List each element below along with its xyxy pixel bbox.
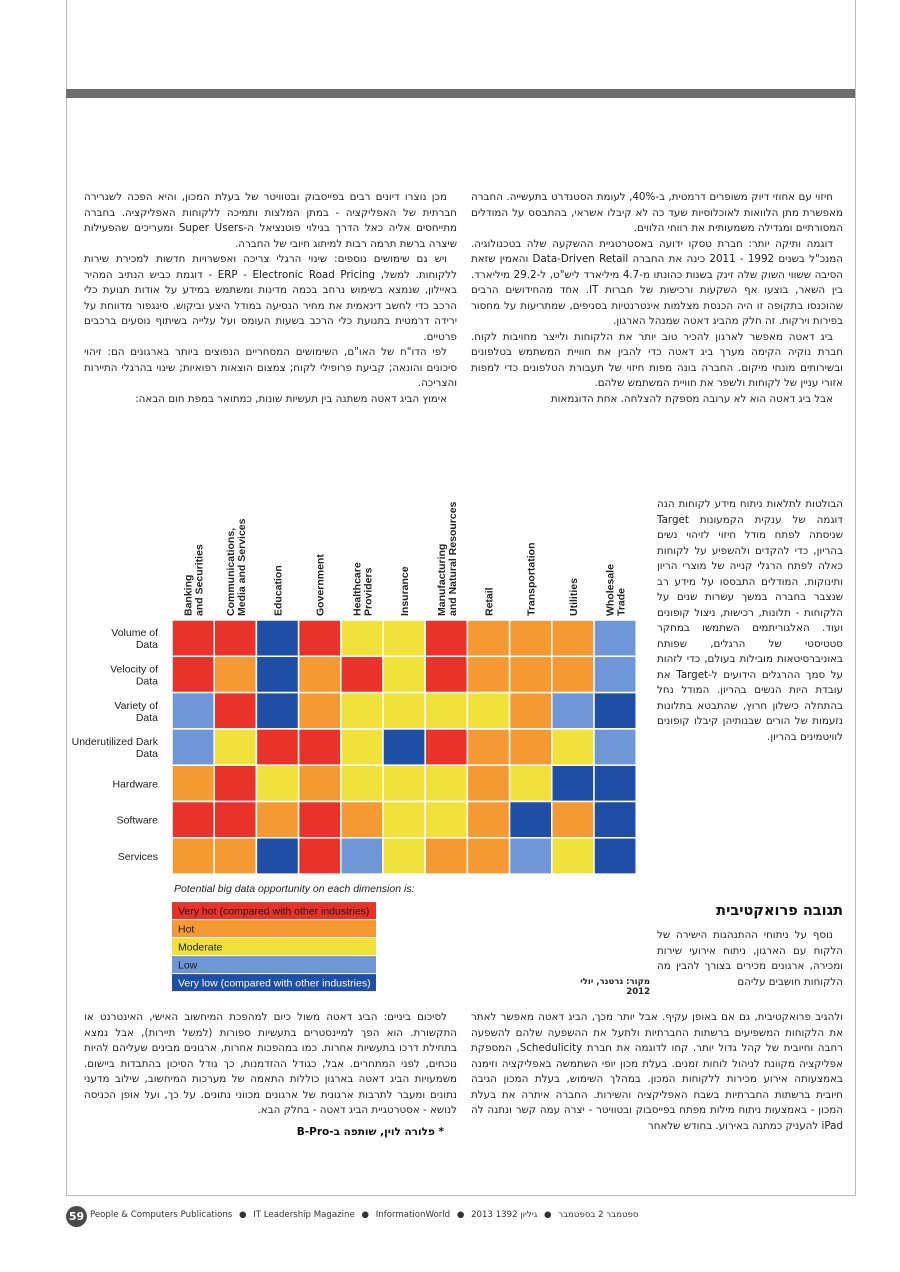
heatmap-cell — [552, 620, 594, 656]
heatmap-cell — [383, 802, 425, 838]
heatmap-cell — [552, 802, 594, 838]
heatmap-cell — [594, 729, 636, 765]
footer-bullet: ● — [361, 1210, 370, 1220]
column-label: and Securities — [193, 544, 206, 616]
heatmap-cell — [383, 765, 425, 801]
column-label: Providers — [362, 567, 375, 616]
heatmap-cell — [341, 765, 383, 801]
heatmap-cell — [594, 656, 636, 692]
row-label: Data — [135, 748, 158, 761]
row-label: Volume of — [111, 627, 158, 640]
heatmap-cell — [172, 693, 214, 729]
column-label: Retail — [483, 587, 496, 616]
footer-item: 2013 ספטמבר 2 בספטמבר — [471, 1210, 639, 1220]
heatmap-cell — [467, 620, 509, 656]
heatmap-cell — [299, 765, 341, 801]
heatmap-cell — [214, 729, 256, 765]
heatmap-cell — [552, 729, 594, 765]
row-label: Data — [135, 639, 158, 652]
legend-label: Low — [178, 959, 198, 972]
footer-item: InformationWorld — [375, 1210, 451, 1220]
paragraph: ויש גם שימושים נוספים: שינוי הרגלי צריכה ואפשרויות חדשות למכירת שירות ללקוחות. למשל, ERP - Electronic Road Pricing - דוגמת כביש הנתיב המהיר באיילון, שנמצא בשימוש נרחב בכמה מדינות ומשתמש במידע על אודות תנועת כלי הרכב כדי לחשב דינאמית את מחיר הנסיעה במודל היצע וביקוש. סינגפור מדווחת על ירידה דרמטית בתנועת כלי הרכב בשעות העומס ועל עלייה בשיתוף נוסעים ברכבים פרטיים. — [84, 253, 457, 343]
heatmap-cell — [172, 729, 214, 765]
legend-swatch — [172, 956, 376, 973]
column-label: Manufacturing — [435, 543, 448, 616]
column-label: Transportation — [525, 542, 538, 616]
heatmap-cell — [467, 838, 509, 874]
heatmap-cell — [256, 802, 298, 838]
heatmap-cell — [341, 693, 383, 729]
heatmap-cell — [510, 620, 552, 656]
legend-swatch — [172, 920, 376, 937]
heatmap-cell — [510, 693, 552, 729]
column-narrow-2 — [657, 928, 843, 1011]
heatmap-cell — [256, 765, 298, 801]
paragraph: ולהגיב פרואקטיבית, גם אם באופן עקיף. אבל יותר מכך, הביג דאטה מאפשר לאתר את הלקוחות המשפיעים ברשתות החברתיות ולתעל את ההשפעה שלהם להשפעה רחבה וחיובית של קהל גדול יותר. קחו לדוגמה את חברת Schedulicity, המספקת אפליקציה מקוונת לניהול לוחות זמנים. בעלת מכון יופי השתמשה באפליקציה וזימנה באמצעותה אירוע מכירות ללקוחות המכון. במהלך השימוש, בעלת המכון הגיבה חיובית ברשתות החברתיות בשבח האפליקציה והשירות. החברה איתרה את בעלת המכון - באמצעות ניתוח מילות מפתח בפייסבוק ובטוויטר - יצרה עמה קשר ונתנה לה iPad להעניק כמתנה באירוע. בחודש שלאחר — [471, 1011, 843, 1132]
column-right-bottom — [471, 1010, 843, 1190]
heatmap-cell — [256, 620, 298, 656]
column-label: Media and Services — [235, 518, 248, 616]
heatmap-cell — [510, 802, 552, 838]
paragraph: חיזוי עם אחוזי דיוק משופרים דרמטית, ב-40%, לעומת הסטנדרט בתעשייה. החברה מאפשרת מתן הלוואות לאוכלוסיות שעד כה לא קיבלו אשראי, בהתבסס על המודלים המסורתיים ומגדילה משמעותית את רווחי הלווים. — [471, 191, 843, 234]
heatmap-cell — [510, 838, 552, 874]
heatmap-cell — [172, 620, 214, 656]
heatmap-cell — [510, 729, 552, 765]
column-label: Insurance — [399, 566, 412, 616]
heatmap-cell — [467, 693, 509, 729]
paragraph: אבל ביג דאטה הוא לא ערובה מספקת להצלחה. אחת הדוגמאות — [550, 392, 833, 405]
row-label: Data — [135, 675, 158, 688]
heatmap-cell — [467, 656, 509, 692]
heatmap-cell — [341, 838, 383, 874]
footer-bullet: ● — [544, 1210, 552, 1220]
paragraph: הבולטות לתלאות ניתוח מידע לקוחות הנה דוגמה של ענקית הקמעונות Target שניסתה לפתח מודל חיזוי לזיהוי נשים בהריון, כדי להקדים ולהשפיע על לקוחות כאלה לפתח הרגלי קנייה של מוצרי הריון ותינוקות. המודלים התבססו על מידע רב שנצבר בחברה במשך עשרות שנים על הלקוחות - תלונות, רכישות, ניצול קופונים ועוד. האלגוריתמים השתמשו במחקר סטטיסטי של הרגלים, שפותח באוניברסיטאות מובילות בעולם, כדי לזהות על סמך ההרגלים הידועים ל-Target את עובדת היות הנשים בהריון. המודל נחל בהתחלה כישלון חרוץ, שהתבטא בתלונות נזעמות של הורים שבנותיהן קיבלו קופונים לוויטמינים בהריון. — [657, 498, 843, 743]
heatmap-cell — [256, 656, 298, 692]
heatmap-cell — [467, 802, 509, 838]
paragraph: לסיכום ביניים: הביג דאטה משול כיום למהפכת המיחשוב האישי, האינטרנט או התקשורת. הוא הפך למיינסטרים בתעשיות ספורות (למשל תיירות), אבל נמצא בתחילת דרכו בתעשיות אחרות. כמו במהפכות אחרות, ארגונים מבינים שעליהם להיות נוכחים, לפני המתחרים. אבל, כגודל ההזדמנות, כך גודל הסיכון בהתבדות ביישום. משמעויות הביג דאטה בארגון כוללות התאמה של מערכות המיחשוב, שילוב מדעני נתונים ומעבר לתרבות ארגונית של ארגונים מכווני נתונים. על כך, ועל אופן הכניסה לנושא - אסטרטגיית הביג דאטה - בחלק הבא. — [84, 1011, 457, 1116]
heatmap-cell — [341, 656, 383, 692]
row-label: Variety of — [114, 699, 158, 712]
legend-title: Potential big data opportunity on each dimension is: — [174, 883, 415, 896]
heatmap-cell — [594, 620, 636, 656]
column-left-top — [84, 190, 457, 496]
heatmap-cell — [214, 765, 256, 801]
heatmap-cell — [299, 838, 341, 874]
row-label: Underutilized Dark — [71, 736, 158, 749]
paragraph: אימוץ הביג דאטה משתנה בין תעשיות שונות, כמתואר במפת חום הבאה: — [135, 392, 447, 405]
heatmap-cell — [383, 838, 425, 874]
footer-item: גיליון 1392 — [495, 1210, 538, 1220]
heatmap-cell — [552, 693, 594, 729]
paragraph: ביג דאטה מאפשר לארגון להכיר טוב יותר את הלקוחות ולייצר מחויבות לקוח. חברת נוקיה הקימה מערך ביג דאטה כדי להבין את חוויית המשתמש בטלפונים ובשירותים מונחי מיקום. החברה בונה מפות חיזוי של תעבורת הטלפונים כדי למפות אזורי עניין של לקוחות ולשפר את חוויית המשתמש שלהם. — [471, 330, 843, 389]
paragraph: נוסף על ניתוחי ההתנהגות הישירה של הלקוח עם הארגון, ניתוח אירועי שירות ומכירה, ארגונים מכירים בצורך להבין מה הלקוחות חושבים עליהם — [657, 929, 843, 988]
heatmap-cell — [467, 765, 509, 801]
chart-source: מקור: גרטנר, יולי 2012 — [580, 977, 650, 997]
footer-bullet: ● — [456, 1210, 465, 1220]
heatmap-cell — [552, 838, 594, 874]
heatmap-cell — [299, 656, 341, 692]
paragraph: מכן נוצרו דיונים רבים בפייסבוק ובטוויטר של בעלת המכון, והיא הפכה לשגרירה חברתית של האפליקציה - במתן המלצות ותמיכה ללקוחות האפליקציה. בחברה מתייחסים אליה כאל הדרך בגילוי פוטנציאל ה-Super Users ומעריכים שהפעילות שיצרה ברשת תרמה רבות למיתוג חיובי של החברה. — [84, 191, 457, 250]
column-label: Wholesale — [604, 564, 617, 616]
column-right-top — [471, 190, 843, 495]
footer-text — [90, 1210, 850, 1220]
heatmap-cell — [256, 729, 298, 765]
legend-label: Very hot (compared with other industries) — [178, 905, 370, 918]
heatmap-cell — [594, 693, 636, 729]
footer-bullet: ● — [239, 1210, 247, 1220]
heatmap-cell — [425, 765, 467, 801]
footer-item: People & Computers Publications — [90, 1210, 233, 1220]
column-label: Healthcare — [351, 562, 364, 616]
heatmap-cell — [299, 729, 341, 765]
column-label: and Natural Resources — [446, 501, 459, 616]
heatmap-cell — [510, 656, 552, 692]
row-label: Software — [116, 814, 158, 827]
heatmap-cell — [214, 620, 256, 656]
heatmap-cell — [510, 765, 552, 801]
legend-label: Moderate — [178, 941, 223, 954]
heatmap-cell — [425, 693, 467, 729]
section-heading: תגובה פרואקטיבית — [716, 903, 843, 919]
row-label: Services — [117, 850, 158, 863]
heatmap-cell — [552, 765, 594, 801]
header-rule — [66, 89, 855, 98]
heatmap-cell — [214, 656, 256, 692]
heatmap-cell — [594, 802, 636, 838]
heatmap-cell — [341, 620, 383, 656]
footer-item: IT Leadership Magazine — [253, 1210, 355, 1220]
column-label: Utilities — [567, 578, 580, 616]
legend-label: Hot — [178, 923, 195, 936]
column-left-bottom — [84, 1010, 457, 1130]
heatmap-cell — [425, 656, 467, 692]
heatmap-cell — [299, 802, 341, 838]
heatmap-cell — [341, 729, 383, 765]
heatmap-cell — [172, 765, 214, 801]
heatmap-cell — [256, 838, 298, 874]
footer — [66, 1204, 855, 1222]
heatmap-cell — [256, 693, 298, 729]
heatmap-cell — [214, 693, 256, 729]
heatmap-cell — [425, 802, 467, 838]
heatmap-cell — [172, 838, 214, 874]
heatmap-cell — [172, 802, 214, 838]
heatmap-cell — [425, 729, 467, 765]
heatmap-cell — [467, 729, 509, 765]
heatmap-cell — [299, 693, 341, 729]
heatmap-cell — [214, 802, 256, 838]
column-label: Banking — [182, 574, 195, 616]
page-number: 59 — [66, 1206, 87, 1227]
heatmap-cell — [383, 656, 425, 692]
heatmap-cell — [383, 620, 425, 656]
column-label: Government — [314, 554, 327, 616]
heatmap-cell — [383, 729, 425, 765]
heatmap-cell — [172, 656, 214, 692]
paragraph: לפי הדו"ח של האו"ם, השימושים המסחריים הנפוצים ביותר בארגונים הם: זיהוי סיכונים והונאה; קביעת פרופילי לקוח; צמצום הוצאות רפואיות; שינוי בהרגלי התיירות והצריכה. — [84, 346, 457, 389]
column-narrow — [657, 497, 843, 892]
author-credit: * פלורה לוין, שותפה ב-B-Pro — [296, 1126, 444, 1138]
row-label: Velocity of — [110, 663, 158, 676]
column-label: Education — [272, 565, 285, 616]
column-label: Communications, — [224, 527, 237, 616]
row-label: Data — [135, 711, 158, 724]
heatmap-cell — [341, 802, 383, 838]
heatmap-cell — [299, 620, 341, 656]
legend-label: Very low (compared with other industries) — [178, 977, 371, 990]
heatmap-cell — [214, 838, 256, 874]
paragraph: דוגמה ותיקה יותר: חברת טסקו ידועה באסטרטגיית ההשקעה שלה בטכנולוגיה. המנכ"ל בשנים 1992 - 2011 כינה את החברה Data-Driven Retail והאמין שזאת הסיבה ששווי השוק שלה זינק בשנות כהונתו מ-4.7 מיליארד ליש"ט, ל-29.2 מיליארד. בין השאר, בוצעו אף השקעות ורכישות של חברות IT. אחד מהחידושים הרבים שהוכנסו בתקופה זו היה הכנסת מצלמות אינטרנטיות בסניפים, שמתריעות על מחסור בפירות וירקות. זה חלק מהביג דאטה שמנהל הארגון. — [471, 237, 843, 327]
heatmap-cell — [594, 838, 636, 874]
heatmap-cell — [552, 656, 594, 692]
row-label: Hardware — [112, 778, 158, 791]
heatmap-cell — [425, 838, 467, 874]
column-label: Trade — [615, 587, 628, 616]
heatmap-cell — [425, 620, 467, 656]
heatmap-cell — [383, 693, 425, 729]
heatmap-cell — [594, 765, 636, 801]
